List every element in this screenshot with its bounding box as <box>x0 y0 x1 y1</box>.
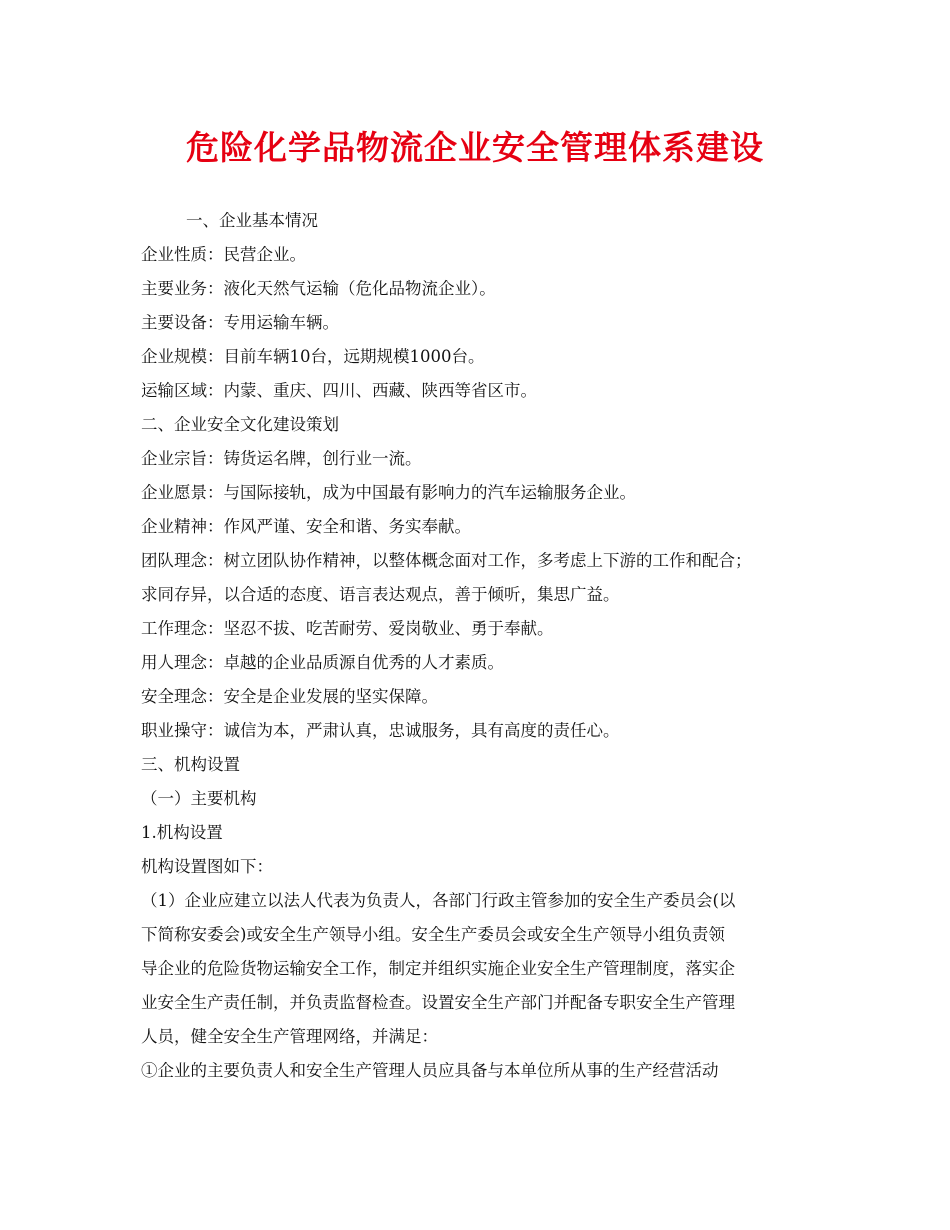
document-title: 危险化学品物流企业安全管理体系建设 <box>186 128 764 167</box>
section-heading: 三、机构设置 <box>141 755 240 774</box>
body-line: 用人理念：卓越的企业品质源自优秀的人才素质。 <box>141 653 504 672</box>
body-line: 企业宗旨：铸货运名牌，创行业一流。 <box>141 449 422 468</box>
body-line: 主要设备：专用运输车辆。 <box>141 313 339 332</box>
body-line: 职业操守：诚信为本，严肃认真，忠诚服务，具有高度的责任心。 <box>141 721 620 740</box>
body-line: 安全理念：安全是企业发展的坚实保障。 <box>141 687 438 706</box>
body-line: 企业性质：民营企业。 <box>141 245 306 264</box>
body-line: 运输区域：内蒙、重庆、四川、西藏、陕西等省区市。 <box>141 381 537 400</box>
body-line: 求同存异，以合适的态度、语言表达观点，善于倾听，集思广益。 <box>141 585 620 604</box>
body-line: 机构设置图如下： <box>141 857 273 876</box>
body-line: 业安全生产责任制，并负责监督检查。设置安全生产部门并配备专职安全生产管理 <box>141 993 735 1012</box>
body-line: 企业愿景：与国际接轨，成为中国最有影响力的汽车运输服务企业。 <box>141 483 636 502</box>
body-line: 下简称安委会)或安全生产领导小组。安全生产委员会或安全生产领导小组负责领 <box>141 925 725 944</box>
body-line: 主要业务：液化天然气运输（危化品物流企业）。 <box>141 279 496 298</box>
section-heading: 一、企业基本情况 <box>186 211 318 230</box>
section-heading: 二、企业安全文化建设策划 <box>141 415 339 434</box>
document-body <box>141 204 831 1088</box>
body-line: 企业精神：作风严谨、安全和谐、务实奉献。 <box>141 517 471 536</box>
body-line: 工作理念：坚忍不拔、吃苦耐劳、爱岗敬业、勇于奉献。 <box>141 619 554 638</box>
body-line: 团队理念：树立团队协作精神，以整体概念面对工作，多考虑上下游的工作和配合； <box>141 551 752 570</box>
body-line: 企业规模：目前车辆10台，远期规模1000台。 <box>141 347 485 366</box>
body-line: 导企业的危险货物运输安全工作，制定并组织实施企业安全生产管理制度，落实企 <box>141 959 735 978</box>
subsection-heading: 1.机构设置 <box>141 823 223 842</box>
body-line: 人员，健全安全生产管理网络，并满足： <box>141 1027 438 1046</box>
subsection-heading: （一）主要机构 <box>141 789 257 808</box>
body-line: ①企业的主要负责人和安全生产管理人员应具备与本单位所从事的生产经营活动 <box>141 1061 719 1080</box>
body-line: （1）企业应建立以法人代表为负责人，各部门行政主管参加的安全生产委员会(以 <box>141 891 736 910</box>
